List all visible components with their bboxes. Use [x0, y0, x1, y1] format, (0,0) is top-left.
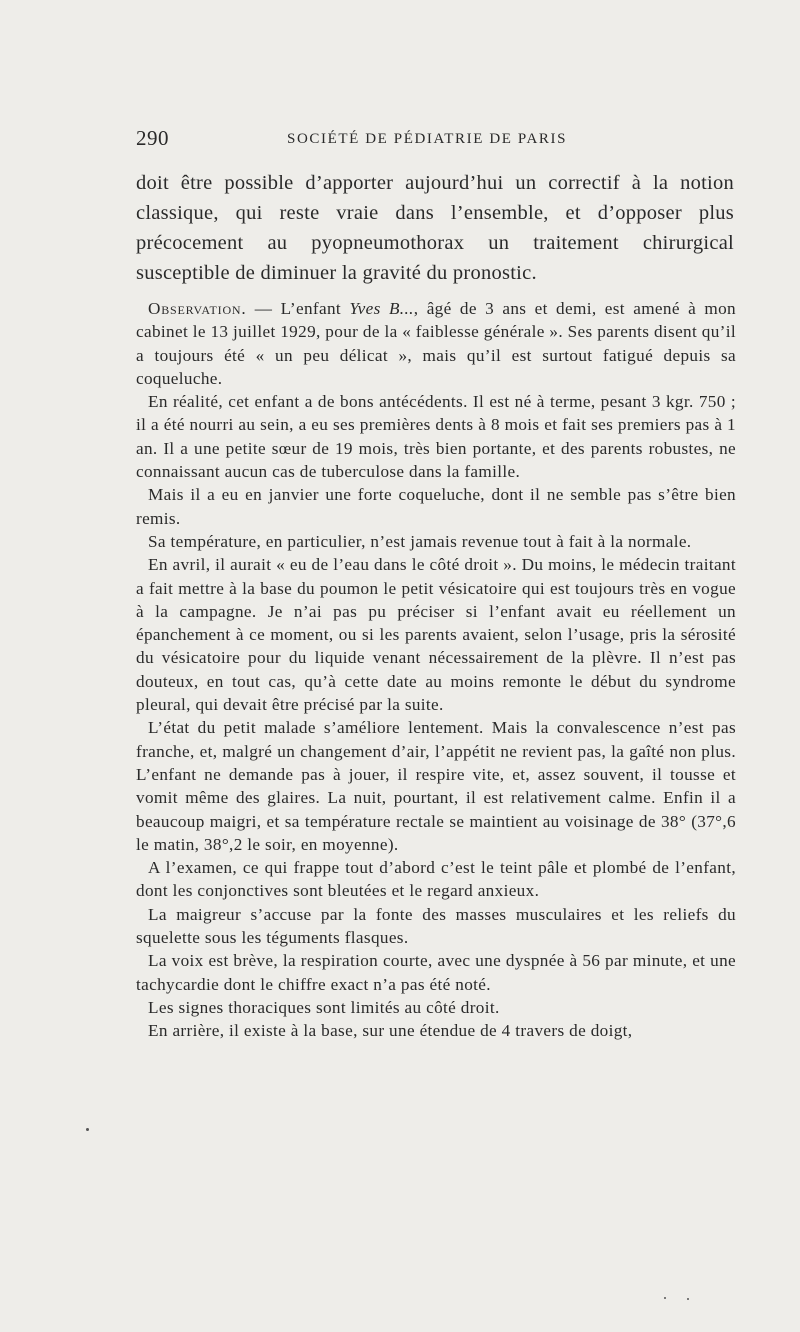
body-paragraph: A l’examen, ce qui frappe tout d’abord c’est le teint pâle et plombé de l’enfant, dont les conjonctives sont bleutées et le regard anxieux.	[136, 858, 736, 901]
observation-paragraph-1	[136, 297, 736, 390]
body-paragraph: La voix est brève, la respiration courte, avec une dyspnée à 56 par minute, et une tachycardie dont le chiffre exact n’a pas été noté.	[136, 951, 736, 994]
body-paragraph: En arrière, il existe à la base, sur une étendue de 4 travers de doigt,	[148, 1021, 633, 1041]
body-paragraph: Sa température, en particulier, n’est jamais revenue tout à fait à la normale.	[148, 531, 692, 551]
running-head: SOCIÉTÉ DE PÉDIATRIE DE PARIS	[287, 131, 568, 147]
intro-paragraph: doit être possible d’apporter aujourd’hui un correctif à la notion classique, qui reste vraie dans l’ensemble, et d’opposer plus précocement au pyopneumothorax un traitement chirurgical susceptible de diminuer la gravité du pronostic.	[136, 172, 734, 284]
print-speck	[664, 1297, 666, 1299]
observation-text-b: , âgé de 3 ans et demi, est amené à mon cabinet le 13 juillet 1929, pour de la « faiblesse générale ». Ses parents disent qu’il a toujours été « un peu délicat », mais qu’il est surtout fatigué depuis sa coqueluche.	[136, 299, 736, 388]
page-number: 290	[136, 126, 169, 150]
intro-paragraph-block	[136, 168, 734, 288]
body-paragraph: En avril, il aurait « eu de l’eau dans le côté droit ». Du moins, le médecin traitant a fait mettre à la base du poumon le petit vésicatoire qui est toujours très en vogue à la campagne. Je n’ai pas pu préciser si l’enfant avait eu réellement un épanchement à ce moment, ou si les parents avaient, selon l’usage, pris la sérosité du vésicatoire pour du liquide venant nécessairement de la plèvre. Il n’est pas douteux, en tout cas, qu’à cette date au moins remonte le début du syndrome pleural, qui devait être précisé par la suite.	[136, 555, 736, 715]
body-paragraph: Les signes thoraciques sont limités au côté droit.	[148, 997, 500, 1017]
page-header	[136, 126, 738, 152]
body-paragraph: Mais il a eu en janvier une forte coqueluche, dont il ne semble pas s’être bien remis.	[136, 485, 736, 528]
body-paragraph: La maigreur s’accuse par la fonte des masses musculaires et les reliefs du squelette sous les téguments flasques.	[136, 904, 736, 948]
body-paragraph: En réalité, cet enfant a de bons antécédents. Il est né à terme, pesant 3 kgr. 750 ; il a été nourri au sein, a eu ses premières dents à 8 mois et fait ses premiers pas à 1 an. Il a une petite sœur de 19 mois, très bien portante, et des parents robustes, ne connaissant aucun cas de tuberculose dans la famille.	[136, 392, 736, 482]
body-paragraph: L’état du petit malade s’améliore lentement. Mais la convalescence n’est pas franche, et, malgré un changement d’air, l’appétit ne revient pas, la gaîté non plus. L’enfant ne demande pas à jouer, il respire vite, et, assez souvent, il tousse et vomit même des glaires. La nuit, pourtant, il est relativement calme. Enfin il a beaucoup maigri, et sa température rectale se maintient au voisinage de 38° (37°,6 le matin, 38°,2 le soir, en moyenne).	[136, 718, 736, 854]
print-speck	[687, 1298, 689, 1300]
patient-name: Yves B...	[349, 299, 414, 318]
observation-section	[136, 297, 736, 1043]
print-speck	[86, 1128, 89, 1131]
observation-label: Observation.	[148, 299, 247, 318]
observation-text-a: — L’enfant	[246, 299, 350, 318]
